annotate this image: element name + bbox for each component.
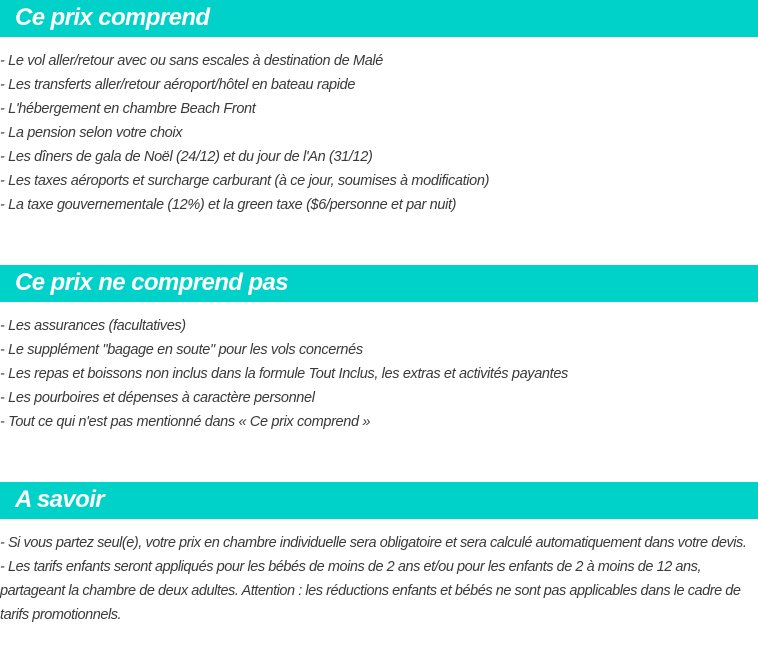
list-item: - Les repas et boissons non inclus dans la formule Tout Inclus, les extras et activités payantes xyxy=(0,366,568,382)
info-paragraphs xyxy=(0,531,752,627)
list-item: - La pension selon votre choix xyxy=(0,125,183,141)
list-item: - Le vol aller/retour avec ou sans escales à destination de Malé xyxy=(0,53,384,69)
section-title: Ce prix comprend xyxy=(15,4,210,31)
list-item: - Les taxes aéroports et surcharge carburant (à ce jour, soumises à modification) xyxy=(0,173,490,189)
not-included-list xyxy=(0,314,758,434)
info-paragraph: - Les tarifs enfants seront appliqués pour les bébés de moins de 2 ans et/ou pour les enfants de 2 à moins de 12 ans, partageant la chambre de deux adultes. Attention : les réductions enfants et bébés ne sont pas applicables dans le cadre de tarifs promotionnels. xyxy=(0,559,741,623)
list-item: - Les pourboires et dépenses à caractère personnel xyxy=(0,390,315,406)
section-title: A savoir xyxy=(15,486,105,513)
section-a-savoir xyxy=(0,482,758,627)
list-item: - Le supplément "bagage en soute" pour les vols concernés xyxy=(0,342,363,358)
included-list xyxy=(0,49,758,217)
section-not-included xyxy=(0,265,758,434)
section-header-bar xyxy=(0,482,758,519)
list-item: - Les transferts aller/retour aéroport/hôtel en bateau rapide xyxy=(0,77,356,93)
section-header-bar xyxy=(0,0,758,37)
list-item: - La taxe gouvernementale (12%) et la green taxe ($6/personne et par nuit) xyxy=(0,197,457,213)
list-item: - Les dîners de gala de Noël (24/12) et du jour de l'An (31/12) xyxy=(0,149,373,165)
info-paragraph: - Si vous partez seul(e), votre prix en chambre individuelle sera obligatoire et sera calculé automatiquement dans votre devis. xyxy=(0,535,747,551)
section-included xyxy=(0,0,758,217)
list-item: - Tout ce qui n'est pas mentionné dans « Ce prix comprend » xyxy=(0,414,371,430)
section-title: Ce prix ne comprend pas xyxy=(15,269,288,296)
list-item: - L'hébergement en chambre Beach Front xyxy=(0,101,256,117)
section-header-bar xyxy=(0,265,758,302)
list-item: - Les assurances (facultatives) xyxy=(0,318,186,334)
